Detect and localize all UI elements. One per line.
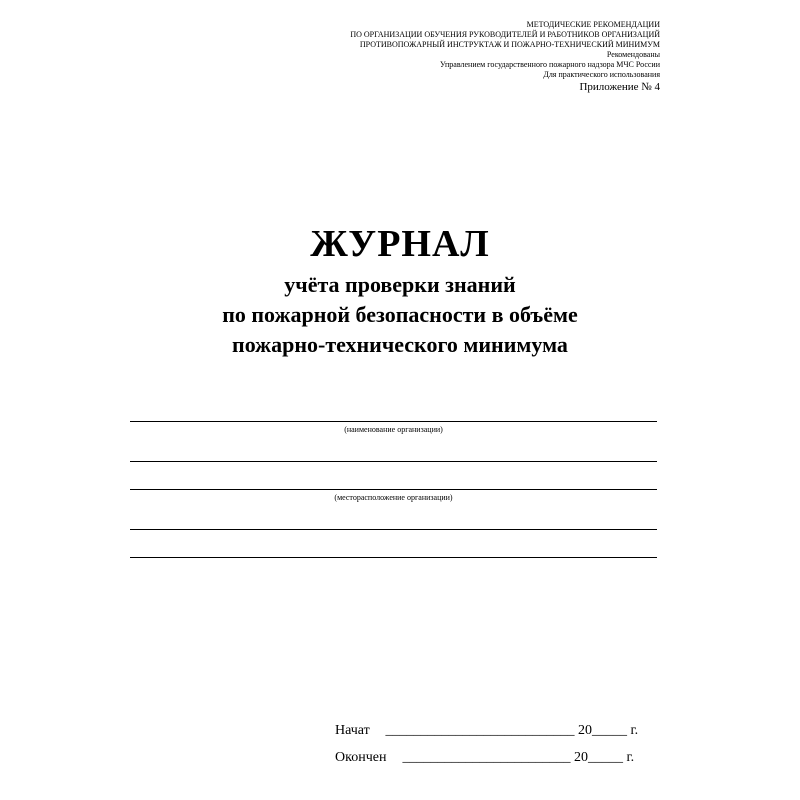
organization-name-line-2	[130, 461, 657, 462]
header-line: МЕТОДИЧЕСКИЕ РЕКОМЕНДАЦИИ	[526, 20, 660, 29]
subtitle-line: по пожарной безопасности в объёме	[222, 302, 578, 327]
organization-location-caption: (месторасположение организации)	[334, 493, 453, 502]
organization-location-line-2	[130, 529, 657, 530]
started-label: Начат	[335, 723, 370, 738]
methodical-header	[240, 20, 660, 94]
header-line: Управлением государственного пожарного надзора МЧС России	[440, 60, 660, 69]
organization-location-line-3	[130, 557, 657, 558]
header-line: Для практического использования	[543, 70, 660, 79]
organization-name-line	[130, 421, 657, 422]
appendix-label: Приложение № 4	[579, 81, 660, 93]
ended-date-blank: ________________________ 20_____ г.	[402, 750, 635, 765]
organization-name-caption: (наименование организации)	[344, 425, 443, 434]
header-line: ПРОТИВОПОЖАРНЫЙ ИНСТРУКТАЖ И ПОЖАРНО-ТЕХНИЧЕСКИЙ МИНИМУМ	[359, 40, 660, 49]
organization-location-line	[130, 489, 657, 490]
document-title: ЖУРНАЛ	[310, 223, 490, 265]
ended-date-row	[335, 749, 634, 767]
header-line: ПО ОРГАНИЗАЦИИ ОБУЧЕНИЯ РУКОВОДИТЕЛЕЙ И РАБОТНИКОВ ОРГАНИЗАЦИЙ	[350, 30, 660, 39]
header-line: Рекомендованы	[606, 50, 660, 59]
subtitle-line: пожарно-технического минимума	[232, 332, 568, 357]
subtitle-line: учёта проверки знаний	[284, 272, 516, 297]
started-date-row	[335, 722, 638, 740]
ended-label: Окончен	[335, 750, 387, 765]
started-date-blank: ___________________________ 20_____ г.	[385, 723, 639, 738]
document-subtitle	[0, 270, 800, 360]
